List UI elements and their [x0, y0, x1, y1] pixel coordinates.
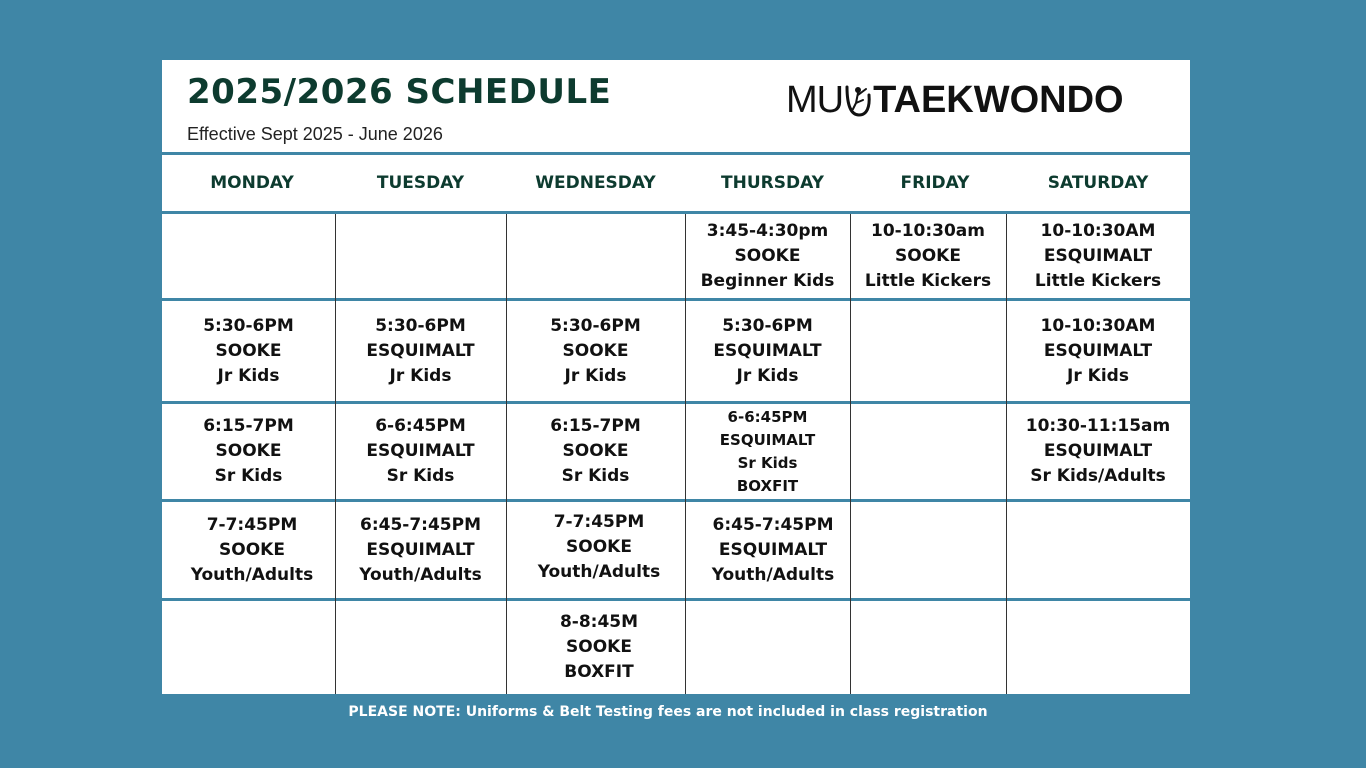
- class-location: SOOKE: [566, 637, 632, 657]
- class-time: 6-6:45PM: [727, 407, 808, 426]
- class-slot-wednesday-row4: [506, 502, 692, 592]
- class-slot-thursday-row2: [685, 301, 850, 401]
- class-time: 7-7:45PM: [206, 514, 298, 535]
- class-slot-monday-row4: [162, 502, 342, 598]
- class-location: SOOKE: [734, 245, 801, 266]
- class-slot-thursday-row3: [685, 404, 850, 499]
- class-group: Beginner Kids: [700, 270, 835, 291]
- class-group: Sr Kids: [561, 466, 630, 486]
- day-header-saturday: SATURDAY: [1047, 173, 1149, 193]
- class-group: Sr Kids: [386, 466, 455, 486]
- class-group: Jr Kids: [1067, 365, 1129, 386]
- class-location: ESQUIMALT: [366, 441, 475, 461]
- class-time: 5:30-6PM: [375, 315, 466, 336]
- day-header-wednesday: WEDNESDAY: [535, 173, 656, 193]
- class-slot-thursday-row1: [685, 214, 850, 298]
- class-group: Sr Kids: [214, 466, 283, 486]
- class-time: 10:30-11:15am: [1025, 416, 1171, 436]
- class-time: 8-8:45M: [559, 612, 639, 632]
- class-location: SOOKE: [215, 441, 282, 461]
- class-location: ESQUIMALT: [713, 340, 822, 361]
- class-location: ESQUIMALT: [718, 539, 828, 560]
- class-location: SOOKE: [566, 536, 632, 557]
- class-location: ESQUIMALT: [1043, 245, 1153, 266]
- logo-mu-text: MU: [786, 78, 844, 121]
- class-location: ESQUIMALT: [366, 539, 475, 560]
- class-group: Sr Kids: [737, 453, 798, 472]
- class-time: 10-10:30am: [870, 220, 985, 241]
- class-location: SOOKE: [562, 340, 629, 361]
- class-group: Youth/Adults: [711, 564, 835, 585]
- class-slot-wednesday-row5: [506, 601, 692, 694]
- logo-taekwondo-text: TAEKWONDO: [873, 78, 1124, 121]
- class-slot-wednesday-row2: [506, 301, 685, 401]
- effective-dates: Effective Sept 2025 - June 2026: [187, 124, 443, 144]
- class-time: 5:30-6PM: [203, 315, 294, 336]
- class-group: Little Kickers: [1034, 270, 1162, 291]
- class-slot-tuesday-row2: [335, 301, 506, 401]
- class-time: 7-7:45PM: [553, 511, 645, 532]
- class-slot-friday-row1: [850, 214, 1006, 298]
- class-group: Youth/Adults: [190, 564, 314, 585]
- class-slot-monday-row3: [162, 404, 335, 499]
- class-slot-tuesday-row3: [335, 404, 506, 499]
- day-header-monday: MONDAY: [210, 173, 294, 193]
- kicker-figure-icon: [843, 81, 873, 119]
- class-location: ESQUIMALT: [719, 430, 816, 449]
- day-header-friday: FRIDAY: [900, 173, 970, 193]
- registration-note: PLEASE NOTE: Uniforms & Belt Testing fees are not included in class registration: [348, 704, 988, 720]
- class-location: SOOKE: [215, 340, 282, 361]
- class-time: 6:15-7PM: [203, 416, 294, 436]
- class-extra: BOXFIT: [736, 476, 799, 495]
- class-group: Jr Kids: [736, 365, 799, 386]
- class-group: Youth/Adults: [537, 561, 661, 582]
- class-time: 10-10:30AM: [1040, 220, 1156, 241]
- class-slot-wednesday-row3: [506, 404, 685, 499]
- class-time: 6:15-7PM: [550, 416, 641, 436]
- class-group: Youth/Adults: [359, 564, 482, 585]
- class-time: 6:45-7:45PM: [359, 514, 481, 535]
- class-location: ESQUIMALT: [1043, 441, 1153, 461]
- class-location: ESQUIMALT: [1043, 340, 1153, 361]
- class-group: Little Kickers: [864, 270, 992, 291]
- class-slot-saturday-row3: [1006, 404, 1190, 499]
- schedule-card: [162, 60, 1190, 694]
- class-slot-thursday-row4: [685, 502, 861, 598]
- class-time: 6:45-7:45PM: [712, 514, 834, 535]
- day-header-tuesday: TUESDAY: [376, 173, 465, 193]
- schedule-header: [162, 60, 1190, 152]
- class-time: 5:30-6PM: [550, 315, 641, 336]
- class-group: Sr Kids/Adults: [1030, 466, 1166, 486]
- class-slot-saturday-row2: [1006, 301, 1190, 401]
- class-time: 6-6:45PM: [375, 416, 466, 436]
- class-location: SOOKE: [562, 441, 629, 461]
- day-header-thursday: THURSDAY: [721, 173, 824, 193]
- class-location: SOOKE: [219, 539, 285, 560]
- class-location: ESQUIMALT: [366, 340, 475, 361]
- class-slot-monday-row2: [162, 301, 335, 401]
- class-group: Jr Kids: [217, 365, 280, 386]
- page-title: 2025/2026 SCHEDULE: [187, 72, 612, 112]
- class-group: Jr Kids: [389, 365, 452, 386]
- mujo-taekwondo-logo: [786, 80, 1124, 120]
- class-location: SOOKE: [895, 245, 961, 266]
- class-group: BOXFIT: [564, 662, 634, 682]
- class-time: 3:45-4:30pm: [706, 220, 829, 241]
- class-slot-tuesday-row4: [335, 502, 506, 598]
- class-time: 10-10:30AM: [1040, 315, 1156, 336]
- class-slot-saturday-row1: [1006, 214, 1190, 298]
- class-time: 5:30-6PM: [722, 315, 813, 336]
- class-group: Jr Kids: [564, 365, 627, 386]
